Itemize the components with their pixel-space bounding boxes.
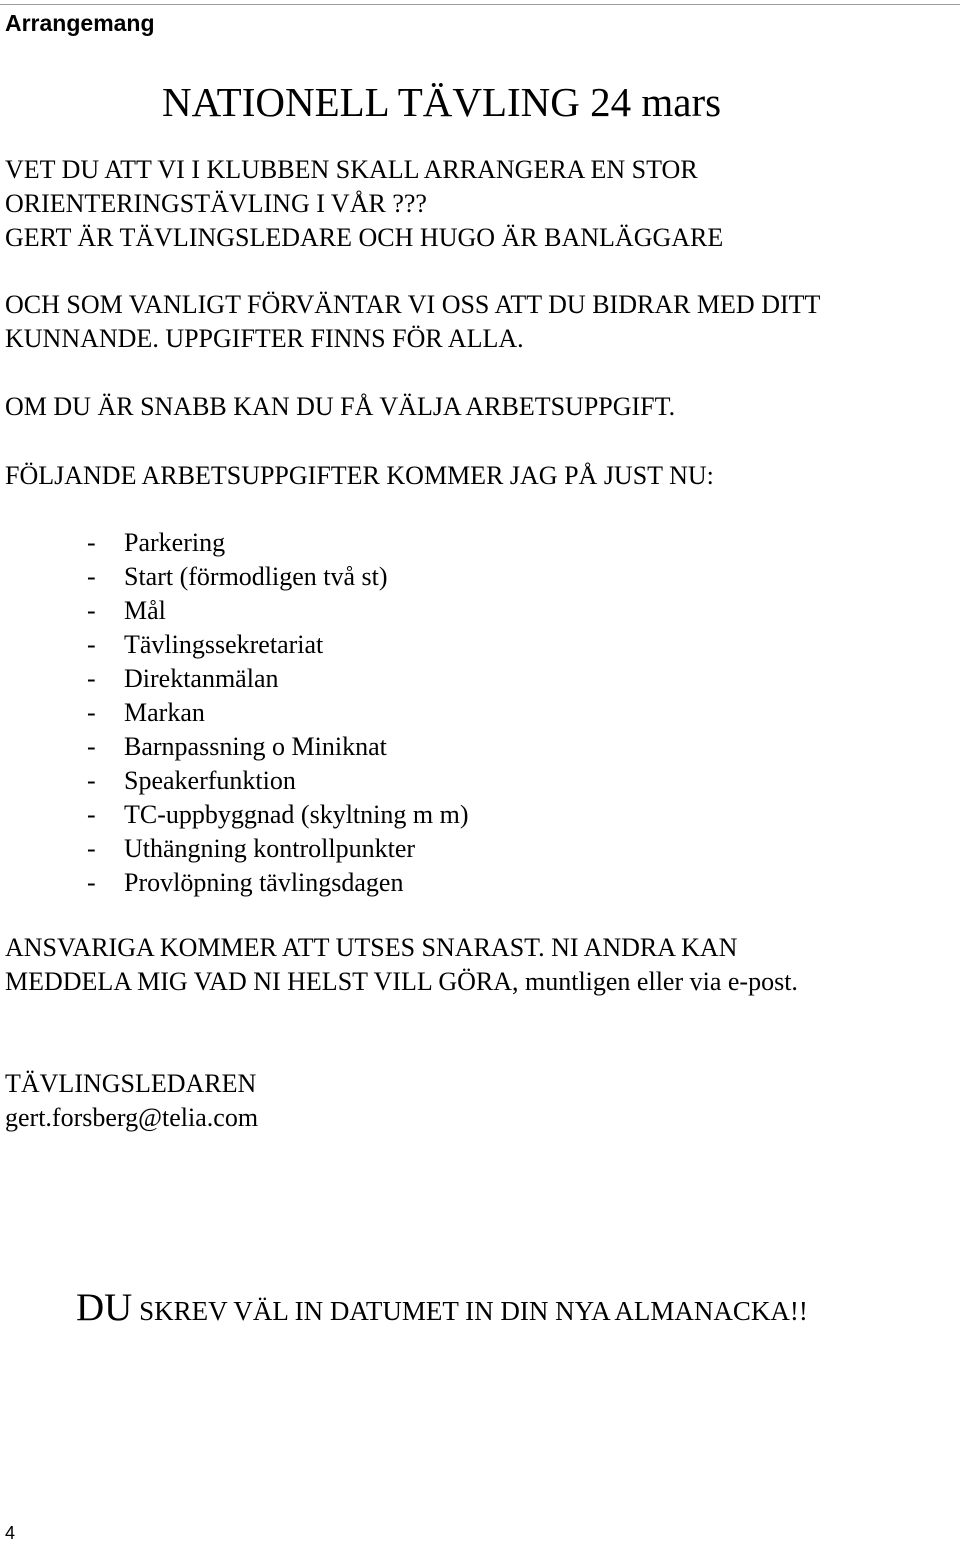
bullet-dash: -	[87, 868, 96, 897]
task-label: Markan	[124, 698, 205, 727]
header-rule	[0, 4, 960, 5]
responsible-line-1: ANSVARIGA KOMMER ATT UTSES SNARAST. NI ANDRA KAN	[5, 933, 738, 962]
bullet-dash: -	[87, 698, 96, 727]
bullet-dash: -	[87, 732, 96, 761]
signature-email[interactable]: gert.forsberg@telia.com	[5, 1103, 259, 1132]
task-label: TC-uppbyggnad (skyltning m m)	[124, 800, 469, 829]
list-item	[87, 696, 468, 730]
responsible-line-2: MEDDELA MIG VAD NI HELST VILL GÖRA, muntligen eller via e-post.	[5, 967, 798, 996]
list-item	[87, 798, 468, 832]
bullet-dash: -	[87, 528, 96, 557]
task-label: Start (förmodligen två st)	[124, 562, 388, 591]
expectation-line-2: KUNNANDE. UPPGIFTER FINNS FÖR ALLA.	[5, 324, 524, 353]
list-item	[87, 832, 468, 866]
list-item	[87, 662, 468, 696]
list-item	[87, 560, 468, 594]
list-item	[87, 866, 468, 900]
tasks-heading: FÖLJANDE ARBETSUPPGIFTER KOMMER JAG PÅ JUST NU:	[5, 461, 714, 490]
closing-reminder	[76, 1282, 808, 1342]
list-item	[87, 628, 468, 662]
task-label: Direktanmälan	[124, 664, 279, 693]
bullet-dash: -	[87, 630, 96, 659]
task-label: Speakerfunktion	[124, 766, 296, 795]
task-label: Barnpassning o Miniknat	[124, 732, 387, 761]
task-label: Parkering	[124, 528, 226, 557]
list-item	[87, 730, 468, 764]
task-list	[87, 526, 468, 900]
closing-first-word: DU	[76, 1286, 133, 1329]
bullet-dash: -	[87, 664, 96, 693]
list-item	[87, 594, 468, 628]
expectation-line-1: OCH SOM VANLIGT FÖRVÄNTAR VI OSS ATT DU BIDRAR MED DITT	[5, 290, 821, 319]
task-label: Provlöpning tävlingsdagen	[124, 868, 404, 897]
task-label: Mål	[124, 596, 166, 625]
task-label: Uthängning kontrollpunkter	[124, 834, 416, 863]
page-title: NATIONELL TÄVLING 24 mars	[162, 79, 722, 125]
signature-role: TÄVLINGSLEDAREN	[5, 1069, 257, 1098]
bullet-dash: -	[87, 596, 96, 625]
intro-line-3: GERT ÄR TÄVLINGSLEDARE OCH HUGO ÄR BANLÄGGARE	[5, 223, 724, 252]
bullet-dash: -	[87, 562, 96, 591]
bullet-dash: -	[87, 766, 96, 795]
task-label: Tävlingssekretariat	[124, 630, 324, 659]
list-item	[87, 764, 468, 798]
list-item	[87, 526, 468, 560]
closing-rest: SKREV VÄL IN DATUMET IN DIN NYA ALMANACKA!!	[132, 1296, 808, 1326]
intro-line-2: ORIENTERINGSTÄVLING I VÅR ???	[5, 189, 427, 218]
page-number: 4	[5, 1523, 16, 1543]
section-label: Arrangemang	[5, 10, 155, 36]
bullet-dash: -	[87, 800, 96, 829]
bullet-dash: -	[87, 834, 96, 863]
quick-note: OM DU ÄR SNABB KAN DU FÅ VÄLJA ARBETSUPPGIFT.	[5, 392, 676, 421]
intro-line-1: VET DU ATT VI I KLUBBEN SKALL ARRANGERA EN STOR	[5, 155, 698, 184]
